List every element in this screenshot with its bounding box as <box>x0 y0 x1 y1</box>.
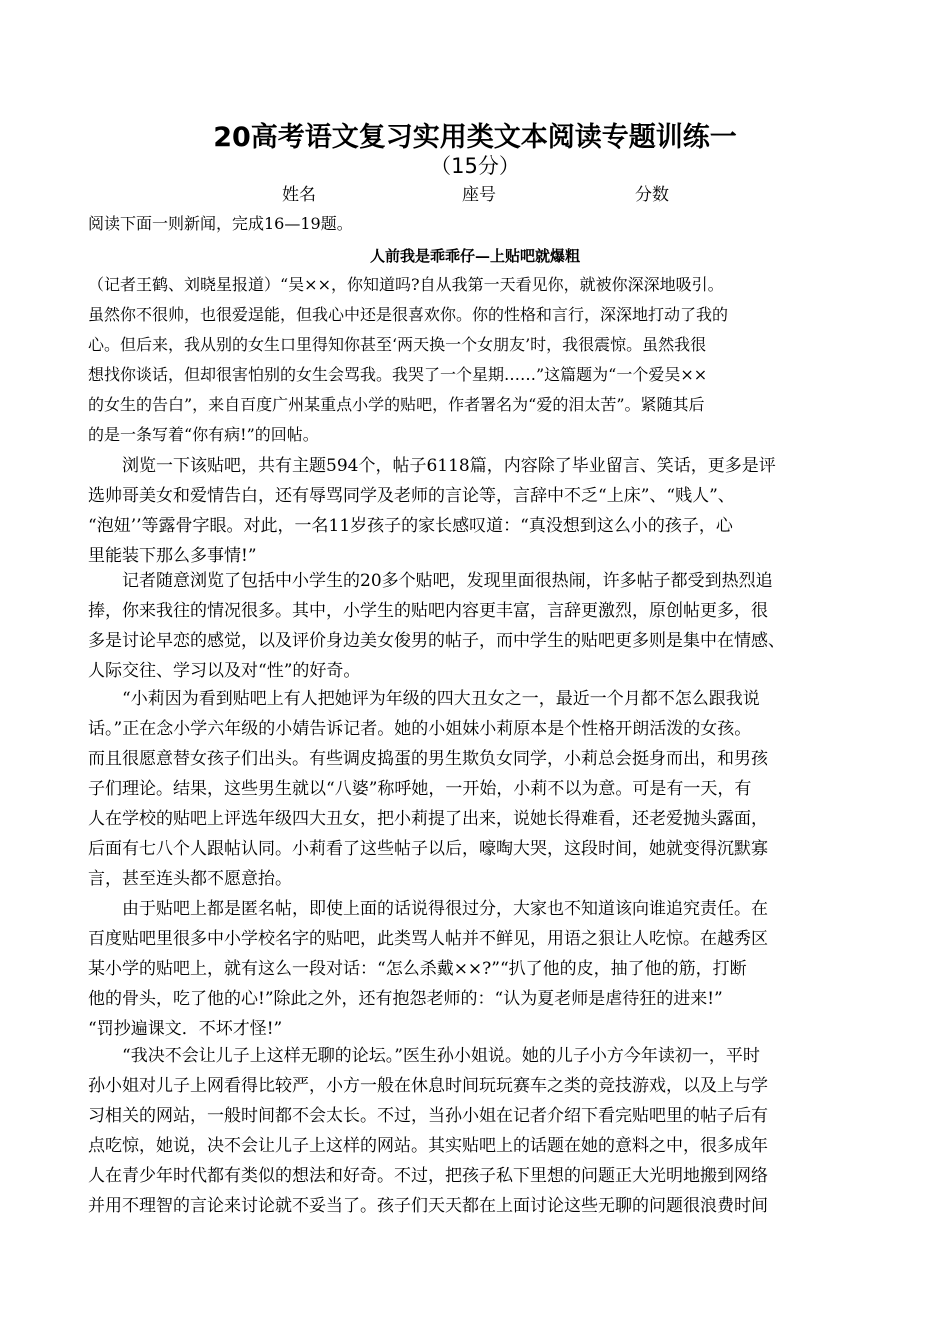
text-line: 百度贴吧里很多中小学校名字的贴吧，此类骂人帖并不鲜见，用语之狠让人吃惊。在越秀区 <box>88 929 768 949</box>
text-line: 某小学的贴吧上，就有这么一段对话：“怎么杀戴××?”“扒了他的皮，抽了他的筋，打断 <box>88 959 747 979</box>
text-line: （记者王鹤、刘晓星报道）“吴××，你知道吗?自从我第一天看见你，就被你深深地吸引。 <box>88 275 724 294</box>
text-line: 想找你谈话，但却很害怕别的女生会骂我。我哭了一个星期……”这篇题为“一个爱吴×× <box>88 365 708 384</box>
article-title: 人前我是乖乖仔—上贴吧就爆粗 <box>369 247 580 265</box>
text-line: 习相关的网站，一般时间都不会太长。不过，当孙小姐在记者介绍下看完贴吧里的帖子后有 <box>88 1106 768 1126</box>
text-line: 孙小姐对儿子上网看得比较严，小方一般在休息时间玩玩赛车之类的竞技游戏，以及上与学 <box>88 1076 768 1096</box>
name-label: 姓名 <box>282 185 316 205</box>
seat-label: 座号 <box>462 185 496 205</box>
paragraph-3 <box>88 566 868 686</box>
page-title: 20高考语文复习实用类文本阅读专题训练一 <box>213 122 737 153</box>
text-line: “罚抄遍课文．不坏才怪!” <box>88 1019 283 1039</box>
text-line: “泡妞’’等露骨字眼。对此，一名11岁孩子的家长感叹道：“真没想到这么小的孩子，心 <box>88 516 733 536</box>
text-line: 浏览一下该贴吧，共有主题594个，帖子6118篇，内容除了毕业留言、笑话，更多是评 <box>88 456 776 476</box>
text-line: 由于贴吧上都是匿名帖，即使上面的话说得很过分，大家也不知道该向谁追究责任。在 <box>88 899 768 919</box>
text-line: 子们理论。结果，这些男生就以“八婆”称呼她，一开始，小莉不以为意。可是有一天，有 <box>88 779 752 799</box>
paragraph-5 <box>88 894 868 1044</box>
text-line: 话。”正在念小学六年级的小婧告诉记者。她的小姐妹小莉原本是个性格开朗活泼的女孩。 <box>88 719 752 739</box>
text-line: “我决不会让儿子上这样无聊的论坛。”医生孙小姐说。她的儿子小方今年读初一，平时 <box>88 1046 760 1066</box>
text-line: “小莉因为看到贴吧上有人把她评为年级的四大丑女之一，最近一个月都不怎么跟我说 <box>88 689 760 709</box>
text-line: 他的骨头，吃了他的心!”除此之外，还有抱怨老师的：“认为夏老师是虐待狂的进来!” <box>88 989 723 1009</box>
text-line: 点吃惊，她说，决不会让儿子上这样的网站。其实贴吧上的话题在她的意料之中，很多成年 <box>88 1136 768 1156</box>
text-line: 虽然你不很帅，也很爱逞能，但我心中还是很喜欢你。你的性格和言行，深深地打动了我的 <box>88 305 729 324</box>
paragraph-2 <box>88 451 868 571</box>
text-line: 人在学校的贴吧上评选年级四大丑女，把小莉提了出来，说她长得难看，还老爱抛头露面， <box>88 809 768 829</box>
text-line: 人在青少年时代都有类似的想法和好奇。不过，把孩子私下里想的问题正大光明地搬到网络 <box>88 1166 768 1186</box>
paragraph-1 <box>88 270 868 450</box>
text-line: 捧，你来我往的情况很多。其中，小学生的贴吧内容更丰富，言辞更激烈，原创帖更多，很 <box>88 601 768 621</box>
text-line: 选帅哥美女和爱情告白，还有辱骂同学及老师的言论等，言辞中不乏“上床”、“贱人”、 <box>88 486 735 506</box>
text-line: 后面有七八个人跟帖认同。小莉看了这些帖子以后，嚎啕大哭，这段时间，她就变得沉默寡 <box>88 839 768 859</box>
text-line: 人际交往、学习以及对“性”的好奇。 <box>88 661 361 681</box>
score-label: 分数 <box>635 185 669 205</box>
text-line: 而且很愿意替女孩子们出头。有些调皮捣蛋的男生欺负女同学，小莉总会挺身而出，和男孩 <box>88 749 768 769</box>
paragraph-6 <box>88 1041 868 1221</box>
score-total: （15分） <box>430 154 520 178</box>
paragraph-4 <box>88 684 868 894</box>
text-line: 记者随意浏览了包括中小学生的20多个贴吧，发现里面很热闹，许多帖子都受到热烈追 <box>88 571 773 591</box>
text-line: 的女生的告白”，来自百度广州某重点小学的贴吧，作者署名为“爱的泪太苦”。紧随其后 <box>88 395 705 414</box>
text-line: 心。但后来，我从别的女生口里得知你甚至‘两天换一个女朋友’时，我很震惊。虽然我很 <box>88 335 707 354</box>
text-line: 并用不理智的言论来讨论就不妥当了。孩子们天天都在上面讨论这些无聊的问题很浪费时间 <box>88 1196 768 1216</box>
text-line: 的是一条写着“你有病!”的回帖。 <box>88 425 319 444</box>
text-line: 言，甚至连头都不愿意抬。 <box>88 869 292 889</box>
instruction-text: 阅读下面一则新闻，完成16—19题。 <box>88 214 353 233</box>
text-line: 多是讨论早恋的感觉，以及评价身边美女俊男的帖子，而中学生的贴吧更多则是集中在情感、 <box>88 631 785 651</box>
text-line: 里能装下那么多事情!” <box>88 546 257 566</box>
